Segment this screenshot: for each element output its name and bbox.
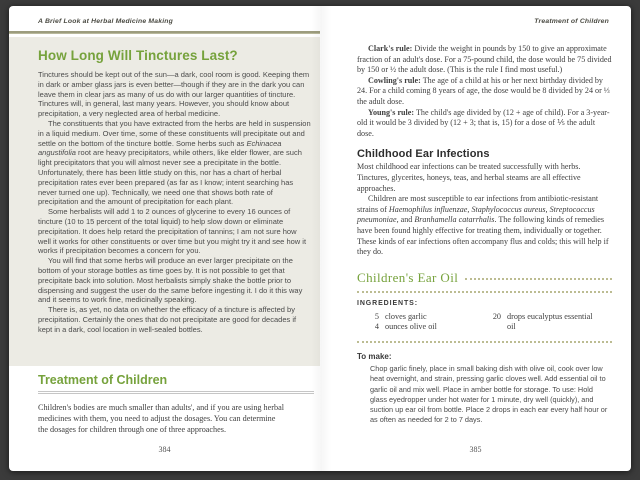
box-paragraph-2-text: The constituents that you have extracted from the herbs are held in suspension in a liquid medium. Over time, some of these constituents will precipitate out and settle on the bottom of the tincture bottle. Some herbs such as <box>38 118 311 148</box>
treatment-of-children-section <box>38 373 314 435</box>
clarks-rule-text: Divide the weight in pounds by 150 to give an approximate fraction of an adult's dose. For a 75-pound child, the dose would be 75 divided by 150 or ½ the adult dose. (This is the rule I find most useful.) <box>357 44 612 75</box>
box-paragraph-1: Tinctures should be kept out of the sun—a dark, cool room is good. Keeping them in dark or amber glass jars is even better—though if they are in the dark you can leave them in clear jars as many of us do with our larger quantities of tincture. Tinctures will, in general, last many years. However, you should know about precipitation, a very neglected area of herbal medicine. <box>38 70 310 119</box>
recipe-heading: Children's Ear Oil <box>357 269 459 285</box>
dotted-rule-bottom <box>357 340 612 343</box>
ear-infections-p2-sep2: , <box>545 204 550 214</box>
youngs-rule-paragraph <box>357 108 612 140</box>
clarks-rule-label: Clark's rule: <box>368 44 413 53</box>
box-paragraph-3: Some herbalists will add 1 to 2 ounces of glycerine to every 16 ounces of tincture (10 to 15 percent of the total liquid) to help slow down or eliminate precipitation. It does help retard the precipitation of tannins; I am not sure how well it works for other constituents or over time but you might try it and see how it works if precipitation becomes a concern for you. <box>38 207 307 256</box>
ingredients-column-2 <box>487 312 612 334</box>
ingredient-qty: 4 <box>374 322 379 332</box>
ear-infections-p2-text: Children are most susceptible to ear infections from antibiotic-resistant strains of <box>357 194 599 214</box>
ear-infections-p2-sep3: , and <box>396 215 415 225</box>
tinctures-feature-box <box>9 37 320 366</box>
ear-infections-paragraph-2 <box>357 194 612 258</box>
youngs-rule-text: The child's age divided by (12 + age of child). For a 3-year-old it would be 3 divided by (12 + 3; that is, 15) for a dose of ⅕ the adult dose. <box>357 107 610 138</box>
running-head-right: Treatment of Children <box>534 18 609 25</box>
box-paragraph-5: There is, as yet, no data on whether the efficacy of a tincture is affected by precipitation. Certainly the ones that do not precipitate are good for decades if kept in a dark, cool location in well-sealed bottles. <box>38 305 297 334</box>
box-paragraph-2-text-cont: root are heavy precipitators, while others, like elder flower, are such light precipitators that you will almost never see a precipitate in the bottle. Unfortunately, there has been little study on this, nor has a chart of herbal precipitation rates ever been prepared (as far as I know; intent searching has never turned one up). Technically, we need one that shows both rate of precipitation and the amount of precipitation for each plant. <box>38 148 302 207</box>
recipe-heading-row <box>357 270 612 286</box>
to-make-label: To make: <box>357 352 392 362</box>
latin-name-echinacea: Echinacea angustifolia <box>38 138 282 158</box>
cowlings-rule-label: Cowling's rule: <box>368 75 421 85</box>
dotted-rule-top <box>357 290 612 293</box>
ingredients-list <box>357 312 612 334</box>
right-page-content <box>357 44 612 426</box>
ingredient-row <box>365 312 487 323</box>
cowlings-rule-paragraph <box>357 76 612 108</box>
ingredient-item: ounces olive oil <box>385 322 437 332</box>
running-head-left: A Brief Look at Herbal Medicine Making <box>38 18 174 25</box>
page-number-right: 385 <box>469 445 482 454</box>
ingredient-item: drops eucalyptus essential oil <box>507 311 593 332</box>
latin-name-branhamella: Branhamella catarrhalis <box>414 215 495 225</box>
youngs-rule-label: Young's rule: <box>368 107 415 117</box>
section-double-rule <box>38 391 314 394</box>
top-double-rule <box>9 31 320 34</box>
latin-name-staphylococcus: Staphylococcus aureus <box>471 204 546 214</box>
ingredient-qty: 20 <box>492 311 501 321</box>
ear-infections-p2-sep1: , <box>467 204 472 214</box>
ear-infections-paragraph-1: Most childhood ear infections can be treated successfully with herbs. Tinctures, glycerites, honeys, teas, and herbal steams are all effective approaches. <box>357 162 581 193</box>
cowlings-rule-text: The age of a child at his or her next birthday divided by 24. For a child coming 8 years of age, the dose would be 8 divided by 24 or ⅓ the adult dose. <box>357 75 610 106</box>
box-heading: How Long Will Tinctures Last? <box>38 48 238 63</box>
latin-name-streptococcus: Streptococcus pneumoniae <box>357 204 595 225</box>
dotted-leader <box>465 277 612 280</box>
page-number-left: 384 <box>158 445 171 454</box>
page-left <box>9 6 320 471</box>
ear-infections-p2-text-cont: . The following kinds of remedies have been found highly effective for treating them, individually or together. These kinds of ear infections often accompany flus and colds; this will help if they do. <box>357 215 609 257</box>
ingredients-column-1 <box>365 312 487 334</box>
book-spread <box>9 6 631 471</box>
section-body: Children's bodies are much smaller than adults', and if you are using herbal medicines with them, you need to adjust the dosages. You can determine the dosages for children through one of three approaches. <box>38 403 285 434</box>
ingredient-row <box>365 322 487 333</box>
box-paragraph-2 <box>38 119 311 207</box>
ear-infections-heading: Childhood Ear Infections <box>357 148 490 161</box>
ingredients-label: INGREDIENTS: <box>357 299 418 307</box>
recipe-instructions: Chop garlic finely, place in small baking dish with olive oil, cook over low heat overnight, and strain, pressing garlic cloves well. Add essential oil to garlic oil and mix well. Place in amber bottle for storage. To use: Hold glass eyedropper under hot water for 1 minute, dry well (quickly), and suction up ear oil from bottle. Place 2 drops in each ear every half hour or as often as needed for 2 to 7 days. <box>370 364 608 425</box>
ingredient-row <box>487 312 612 334</box>
section-heading: Treatment of Children <box>38 373 168 387</box>
clarks-rule-paragraph <box>357 44 612 76</box>
page-right <box>320 6 631 471</box>
ingredient-item: cloves garlic <box>385 311 427 321</box>
ingredient-qty: 5 <box>374 311 379 321</box>
latin-name-haemophilus: Haemophilus influenzae <box>388 204 468 214</box>
box-paragraph-4: You will find that some herbs will produce an ever larger precipitate on the bottom of your storage bottles as time goes by. It is not possible to get that precipitate back into solution. Most herbalists simply shake the bottle prior to dispensing and suggest the user do the same before ingesting it. I do it this way and it seems to work fine, medicinally speaking. <box>38 256 303 305</box>
